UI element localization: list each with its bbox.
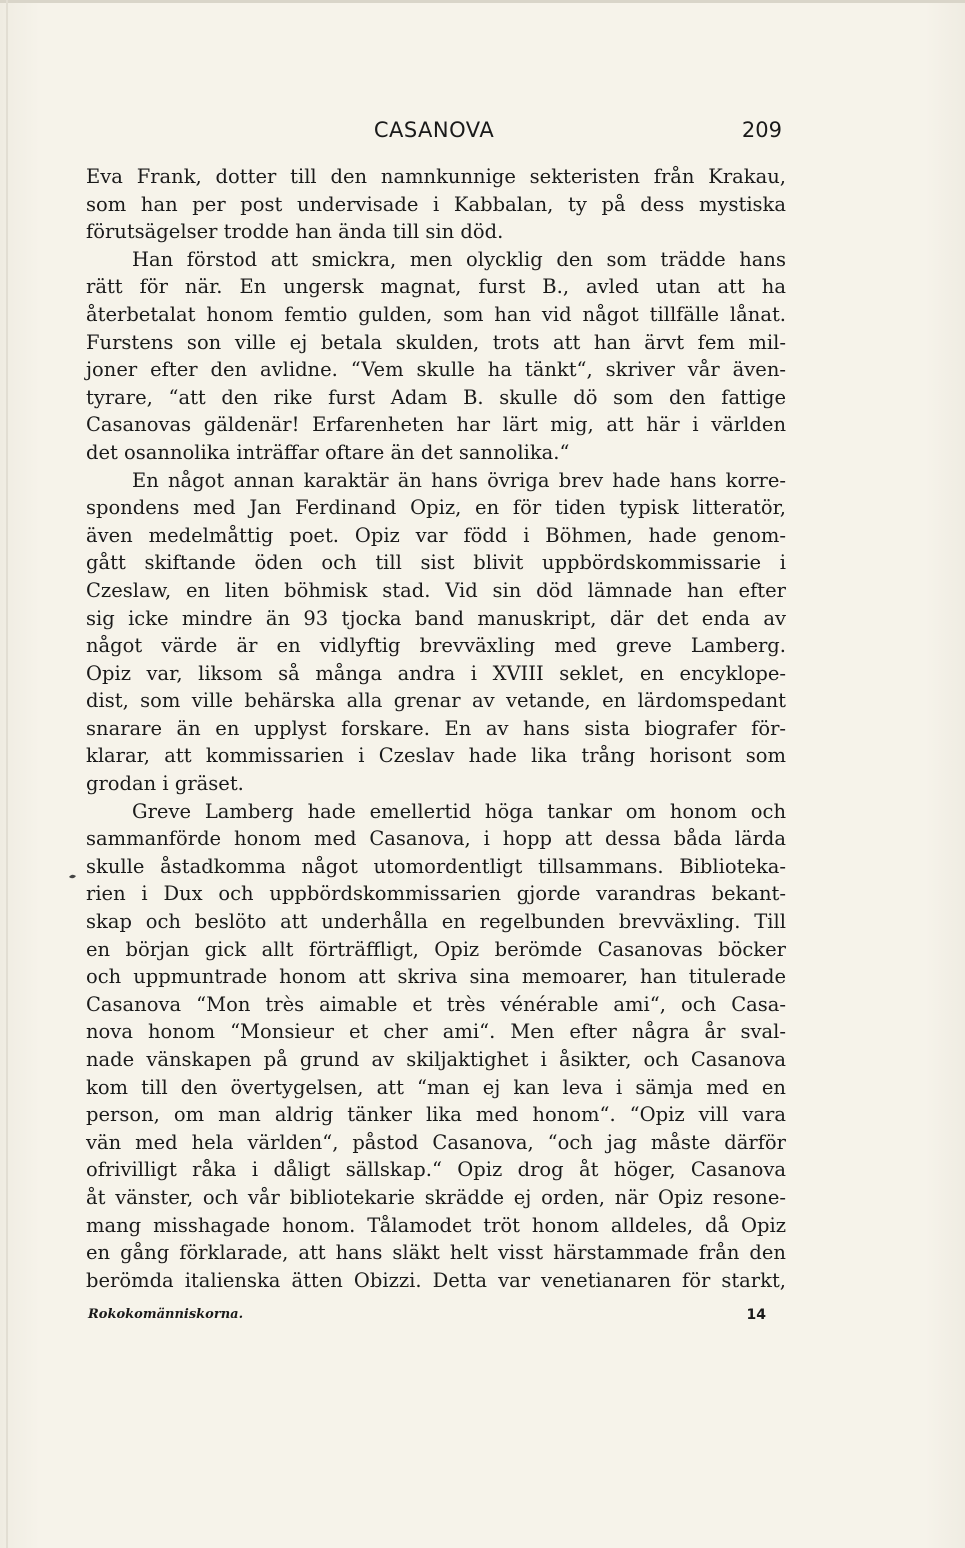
text-line: förutsägelser trodde han ända till sin död. [86, 220, 504, 244]
text-line: Opiz var, liksom så många andra i XVIII seklet, en encyklope- [86, 661, 786, 685]
text-line: även medelmåttig poet. Opiz var född i Böhmen, hade genom- [86, 523, 786, 547]
text-line: ofrivilligt råka i dåligt sällskap.“ Opiz drog åt höger, Casanova [86, 1158, 786, 1182]
page-footer [86, 1307, 772, 1327]
text-line: nova honom “Monsieur et cher ami“. Men efter några år sval- [86, 1020, 786, 1044]
text-line: person, om man aldrig tänker lika med honom“. “Opiz vill vara [86, 1103, 786, 1127]
text-line: Han förstod att smickra, men olycklig den som trädde hans [132, 247, 786, 271]
text-line: rien i Dux och uppbördskommissarien gjorde varandras bekant- [86, 882, 786, 906]
text-line: det osannolika inträffar oftare än det sannolika.“ [86, 440, 570, 464]
text-line: Greve Lamberg hade emellertid höga tankar om honom och [132, 799, 786, 823]
top-edge-rule [0, 0, 965, 3]
text-line: nade vänskapen på grund av skiljaktighet i åsikter, och Casanova [86, 1048, 786, 1071]
text-line: En något annan karaktär än hans övriga brev hade hans korre- [132, 468, 786, 492]
text-line: Eva Frank, dotter till den namnkunnige sekteristen från Krakau, [86, 165, 786, 188]
text-line: sammanförde honom med Casanova, i hopp att dessa båda lärda [86, 827, 786, 851]
text-line: tyrare, “att den rike furst Adam B. skulle dö som den fattige [86, 385, 786, 409]
text-line: gått skiftande öden och till sist blivit uppbördskommissarie i [86, 551, 786, 575]
text-line: berömda italienska ätten Obizzi. Detta var venetianaren för starkt, [86, 1268, 786, 1292]
body-text [86, 163, 786, 1294]
text-line: Czeslaw, en liten böhmisk stad. Vid sin död lämnade han efter [86, 578, 786, 602]
text-line: rätt för när. En ungersk magnat, furst B., avled utan att ha [86, 275, 786, 299]
text-line: återbetalat honom femtio gulden, som han vid något tillfälle lånat. [86, 302, 786, 326]
text-line: och uppmuntrade honom att skriva sina memoarer, han titulerade [86, 965, 786, 989]
text-line: spondens med Jan Ferdinand Opiz, en för tiden typisk litteratör, [86, 496, 786, 520]
running-head [86, 118, 782, 152]
text-line: dist, som ville behärska alla grenar av vetande, en lärdomspedant [86, 689, 786, 713]
text-line: en början gick allt förträffligt, Opiz berömde Casanovas böcker [86, 937, 786, 961]
gutter-shadow [6, 0, 8, 1548]
page-number: 209 [741, 118, 782, 142]
text-line: som han per post undervisade i Kabbalan, ty på dess mystiska [86, 192, 786, 216]
text-line: mang misshagade honom. Tålamodet tröt honom alldeles, då Opiz [86, 1213, 786, 1237]
text-line: snarare än en upplyst forskare. En av hans sista biografer för- [86, 716, 786, 740]
text-line: Furstens son ville ej betala skulden, trots att han ärvt fem mil- [86, 330, 786, 354]
text-line: grodan i gräset. [86, 772, 244, 796]
running-title: CASANOVA [373, 118, 495, 142]
text-line: en gång förklarade, att hans släkt helt visst härstammade från den [86, 1241, 786, 1265]
margin-ink-mark-icon [68, 872, 77, 881]
text-line: åt vänster, och vår bibliotekarie skrädde ej orden, när Opiz resone- [86, 1185, 786, 1209]
text-line: klarar, att kommissarien i Czeslav hade lika trång horisont som [86, 744, 786, 768]
text-line: något värde är en vidlyftig brevväxling med greve Lamberg. [86, 634, 786, 658]
text-line: Casanova “Mon très aimable et très vénérable ami“, och Casa- [86, 992, 786, 1016]
text-line: joner efter den avlidne. “Vem skulle ha tänkt“, skriver vår även- [86, 358, 786, 382]
signature-mark: Rokokomänniskorna. [88, 1307, 244, 1322]
text-line: skap och beslöto att underhålla en regelbunden brevväxling. Till [86, 910, 786, 934]
text-line: sig icke mindre än 93 tjocka band manuskript, där det enda av [86, 606, 786, 630]
text-line: kom till den övertygelsen, att “man ej kan leva i sämja med en [86, 1075, 786, 1099]
text-line: vän med hela världen“, påstod Casanova, “och jag måste därför [86, 1130, 786, 1154]
text-line: Casanovas gäldenär! Erfarenheten har lärt mig, att här i världen [86, 413, 786, 437]
text-line: skulle åstadkomma något utomordentligt tillsammans. Biblioteka- [86, 854, 786, 878]
sheet-number: 14 [746, 1307, 766, 1323]
